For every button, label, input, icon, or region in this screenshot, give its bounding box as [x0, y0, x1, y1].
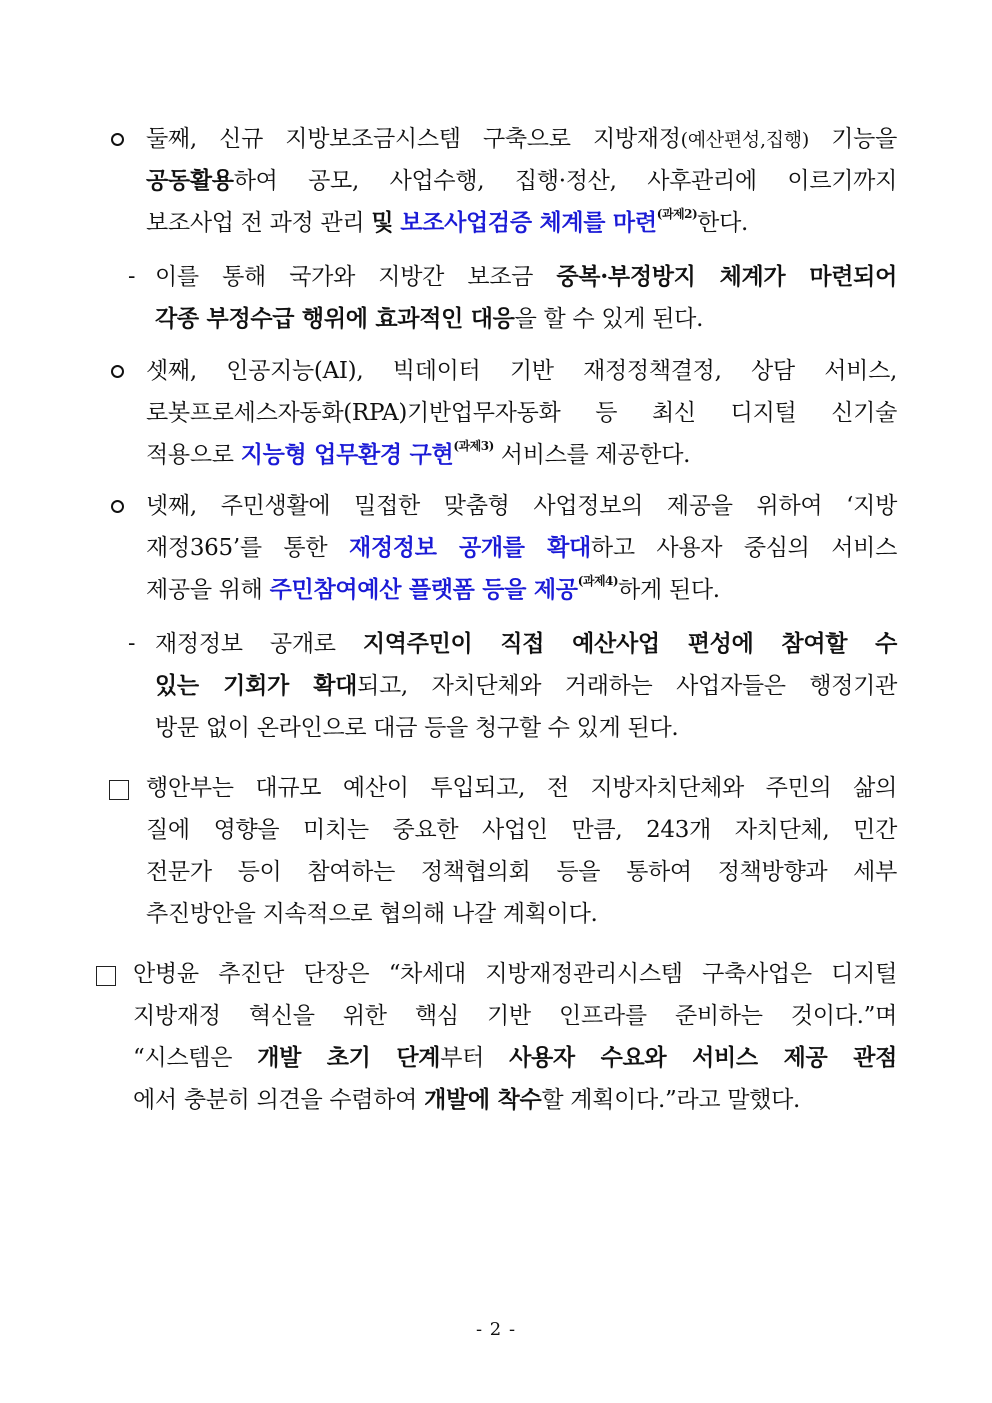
text: 적용으로 [146, 442, 241, 468]
circle-bullet-icon [111, 500, 124, 513]
text: 한다. [697, 210, 749, 236]
paragraph-5-line-4 [133, 1085, 800, 1115]
bold-text: 각종 부정수급 행위에 효과적인 대응 [155, 305, 515, 332]
highlight-text: 지능형 업무환경 구현 [240, 441, 454, 468]
text: 방문 없이 온라인으로 대금 등을 청구할 수 있게 된다. [155, 715, 679, 741]
bold-text: 지역주민이 직접 예산사업 편성에 참여할 수 [362, 630, 897, 657]
text: 둘째, 신규 지방보조금시스템 구축으로 지방재정 [146, 126, 681, 152]
text: 안병윤 추진단 단장은 “차세대 지방재정관리시스템 구축사업은 디지털 [133, 961, 897, 987]
text: 에서 충분히 의견을 수렴하여 [133, 1087, 425, 1113]
subpoint-1-line-2 [155, 304, 703, 334]
paragraph-1-line-3 [146, 208, 748, 238]
text: 하고 사용자 중심의 서비스 [590, 535, 898, 561]
paragraph-5-line-3 [133, 1043, 897, 1073]
bold-text: 개발 초기 단계 [257, 1044, 441, 1071]
task-tag: (과제2) [656, 207, 698, 221]
subpoint-3-line-3 [155, 713, 678, 743]
paragraph-4-line-1 [146, 773, 897, 803]
highlight-text: 재정정보 공개를 확대 [348, 534, 591, 561]
bold-text: 공동활용 [146, 167, 234, 194]
text: 보조사업 전 과정 관리 [146, 210, 372, 236]
dash-bullet: - [128, 264, 136, 289]
text: 재정정보 공개로 [155, 631, 363, 657]
text: 하여 공모, 사업수행, 집행·정산, 사후관리에 이르기까지 [233, 168, 897, 194]
subpoint-1-line-1 [155, 262, 897, 292]
text: 되고, 자치단체와 거래하는 사업자들은 행정기관 [357, 673, 897, 699]
text: 재정365’를 통한 [146, 535, 349, 561]
text: 지방재정 혁신을 위한 핵심 기반 인프라를 준비하는 것이다.”며 [133, 1003, 897, 1029]
text: 행안부는 대규모 예산이 투입되고, 전 지방자치단체와 주민의 삶의 [146, 775, 897, 801]
text: 전문가 등이 참여하는 정책협의회 등을 통하여 정책방향과 세부 [146, 859, 897, 885]
paragraph-3-line-1 [146, 491, 897, 521]
paragraph-4-line-2 [146, 815, 897, 845]
square-bullet-icon [109, 780, 129, 800]
text: “시스템은 [133, 1045, 258, 1071]
paragraph-1-line-1 [146, 124, 897, 155]
paragraph-5-line-2 [133, 1001, 897, 1031]
paragraph-4-line-3 [146, 857, 897, 887]
text: 넷째, 주민생활에 밀접한 맞춤형 사업정보의 제공을 위하여 ‘지방 [146, 493, 897, 519]
text: 추진방안을 지속적으로 협의해 나갈 계획이다. [146, 901, 598, 927]
highlight-text: 주민참여예산 플랫폼 등을 제공 [269, 576, 578, 603]
bold-text: 사용자 수요와 서비스 제공 관점 [509, 1044, 897, 1071]
square-bullet-icon [96, 966, 116, 986]
text: 기능을 [808, 126, 898, 152]
paragraph-2-line-2 [146, 398, 897, 428]
text: 로봇프로세스자동화(RPA)기반업무자동화 등 최신 디지털 신기술 [146, 400, 897, 426]
text: (예산편성,집행) [680, 129, 809, 151]
text: 제공을 위해 [146, 577, 270, 603]
paragraph-5-line-1 [133, 959, 897, 989]
highlight-text: 보조사업검증 체계를 마련 [400, 209, 657, 236]
text: 질에 영향을 미치는 중요한 사업인 만큼, 243개 자치단체, 민간 [146, 817, 897, 843]
paragraph-3-line-3 [146, 575, 720, 605]
text: 을 할 수 있게 된다. [514, 306, 704, 332]
text: 셋째, 인공지능(AI), 빅데이터 기반 재정정책결정, 상담 서비스, [146, 358, 897, 384]
paragraph-4-line-4 [146, 899, 598, 929]
paragraph-2-line-3 [146, 440, 690, 470]
page-number: - 2 - [475, 1319, 517, 1340]
bold-text: 개발에 착수 [424, 1086, 542, 1113]
text: 이를 통해 국가와 지방간 보조금 [155, 264, 557, 290]
paragraph-3-line-2 [146, 533, 897, 563]
text: 부터 [440, 1045, 510, 1071]
dash-bullet: - [128, 631, 136, 656]
circle-bullet-icon [111, 133, 124, 146]
task-tag: (과제4) [577, 574, 619, 588]
paragraph-1-line-2 [146, 166, 897, 196]
text: 서비스를 제공한다. [493, 442, 691, 468]
subpoint-3-line-1 [155, 629, 897, 659]
paragraph-2-line-1 [146, 356, 897, 386]
bold-text: 있는 기회가 확대 [155, 672, 358, 699]
task-tag: (과제3) [453, 439, 494, 453]
subpoint-3-line-2 [155, 671, 897, 701]
text: 하게 된다. [618, 577, 720, 603]
bold-text: 및 [371, 209, 394, 236]
bold-text: 중복·부정방지 체계가 마련되어 [556, 263, 897, 290]
text: 할 계획이다.”라고 말했다. [541, 1087, 801, 1113]
circle-bullet-icon [111, 365, 124, 378]
